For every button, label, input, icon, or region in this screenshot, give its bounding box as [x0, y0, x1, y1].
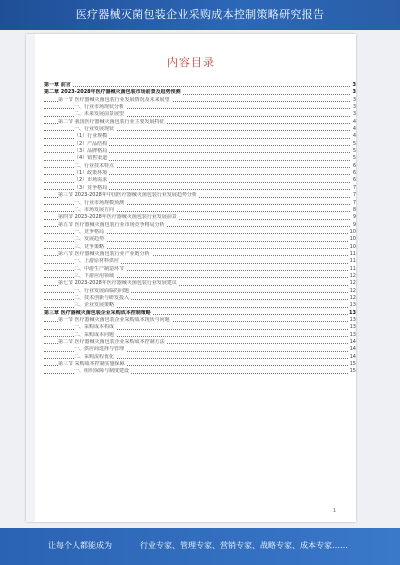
toc-entry-label: 二、采购流程优化 — [74, 353, 115, 360]
toc-entry-label: （1）行业规模 — [74, 133, 108, 140]
toc-entry-label: 一、供应商选择与管理 — [74, 346, 125, 353]
toc-entry-label: 二、发展趋势 — [74, 236, 105, 243]
toc-entry-page: 5 — [352, 140, 356, 147]
toc-entry[interactable] — [44, 346, 356, 353]
toc-entry-page: 3 — [352, 96, 356, 103]
toc-entry[interactable] — [44, 126, 356, 133]
footer-slogan: 让每个人都能成为 — [48, 541, 112, 550]
toc-entry[interactable] — [44, 111, 356, 118]
toc-entry-label: 一、上游原材料供应 — [74, 258, 120, 265]
toc-entry-page: 4 — [352, 133, 356, 140]
toc-entry[interactable] — [44, 361, 356, 368]
toc-entry-page: 3 — [352, 111, 356, 118]
toc-entry-label: 第三节 2023-2028年中国医疗器械灭菌包装行业发展趋势分析 — [58, 192, 197, 199]
toc-entry[interactable] — [44, 229, 356, 236]
toc-entry-page: 13 — [349, 302, 356, 309]
toc-entry-label: 二、行业技术特点 — [74, 162, 115, 169]
toc-entry[interactable] — [44, 214, 356, 221]
toc-entry[interactable] — [44, 244, 356, 251]
toc-entry-page: 7 — [352, 192, 356, 199]
toc-entry[interactable] — [44, 280, 356, 287]
toc-entry[interactable] — [44, 207, 356, 214]
toc-entry-page: 5 — [352, 148, 356, 155]
toc-entry-page: 14 — [349, 339, 356, 346]
toc-entry-label: 一、竞争格局 — [74, 228, 105, 235]
toc-entry-label: 三、竞争策略 — [74, 243, 105, 250]
toc-leader-dots — [44, 86, 350, 87]
toc-entry-page: 10 — [349, 236, 356, 243]
toc-entry[interactable] — [44, 236, 356, 243]
toc-entry[interactable] — [44, 288, 356, 295]
toc-title: 内容目录 — [167, 56, 215, 69]
toc-entry[interactable] — [44, 251, 356, 258]
toc-entry[interactable] — [44, 185, 356, 192]
toc-entry-label: 第五节 医疗器械灭菌包装行业市场竞争格局分析 — [58, 221, 165, 228]
toc-entry[interactable] — [44, 324, 356, 331]
toc-entry-page: 15 — [349, 368, 356, 375]
toc-entry[interactable] — [44, 89, 356, 96]
toc-entry[interactable] — [44, 200, 356, 207]
page-number: 1 — [332, 508, 336, 514]
toc-entry-label: 第二节 我国医疗器械灭菌包装行业主要发展特征 — [58, 118, 165, 125]
toc-entry[interactable] — [44, 295, 356, 302]
toc-entry[interactable] — [44, 82, 356, 89]
toc-entry-label: 第一节 医疗器械灭菌包装企业采购成本现状与问题 — [58, 317, 170, 323]
toc-entry-page: 14 — [349, 353, 356, 360]
page-margin-stripe — [26, 34, 35, 522]
toc-entry[interactable] — [44, 258, 356, 265]
toc-entry-page: 4 — [352, 126, 356, 133]
report-header — [0, 0, 400, 30]
toc-entry[interactable] — [44, 273, 356, 280]
toc-entry-page: 6 — [352, 177, 356, 184]
toc-entry-label: 一、组织保障与制度建设 — [74, 368, 130, 375]
toc-entry-label: 一、行业发展面临的问题 — [74, 287, 130, 294]
toc-entry-page: 11 — [349, 250, 356, 257]
toc-entry[interactable] — [44, 302, 356, 309]
toc-entry-page: 3 — [352, 104, 356, 111]
toc-entry-page: 13 — [349, 317, 356, 323]
toc-entry-label: 二、未来发展前景展望 — [74, 111, 125, 118]
toc-entry-page: 12 — [349, 287, 356, 294]
toc-entry-label: 一、行业发展现状 — [74, 126, 115, 133]
toc-entry[interactable] — [44, 163, 356, 170]
toc-entry-page: 13 — [349, 331, 356, 338]
toc-entry[interactable] — [44, 104, 356, 111]
toc-entry-label: 二、采购成本问题 — [74, 331, 115, 338]
footer-roles: 行业专家、管理专家、营销专家、战略专家、成本专家…… — [140, 541, 348, 550]
toc-entry-page: 13 — [349, 309, 356, 316]
document-page — [26, 34, 356, 522]
toc-entry-label: （3）竞争格局 — [74, 184, 108, 191]
toc-entry[interactable] — [44, 97, 356, 104]
toc-entry-label: 一、行业市场现状分析 — [74, 104, 125, 111]
toc-entry[interactable] — [44, 170, 356, 177]
toc-entry-page: 11 — [349, 265, 356, 272]
toc-entry-page: 15 — [349, 361, 356, 368]
toc-entry-label: （4）销售渠道 — [74, 155, 108, 162]
table-of-contents — [44, 82, 356, 376]
toc-entry-page: 9 — [352, 221, 356, 228]
toc-entry[interactable] — [44, 266, 356, 273]
toc-entry-label: （2）市场需求 — [74, 177, 108, 184]
toc-entry-label: 第七节 2023-2028年医疗器械灭菌包装行业发展建议 — [58, 280, 177, 287]
toc-entry-page: 9 — [352, 214, 356, 221]
toc-entry-label: 一、行业市场规模预测 — [74, 199, 125, 206]
toc-entry-label: 第三节 采购成本控制实施保障 — [58, 361, 125, 368]
toc-entry-label: 一、采购成本构成 — [74, 324, 115, 331]
toc-entry-label: 第二节 医疗器械灭菌包装企业采购成本控制方法 — [58, 339, 165, 346]
toc-entry-label: 第四节 2023-2028年医疗器械灭菌包装行业发展前景 — [58, 214, 177, 221]
toc-entry-page: 14 — [349, 346, 356, 353]
toc-entry[interactable] — [44, 332, 356, 339]
toc-entry-label: （2）产品结构 — [74, 140, 108, 147]
toc-entry-label: 二、中游生产制造环节 — [74, 265, 125, 272]
toc-entry-page: 3 — [352, 89, 356, 96]
toc-entry[interactable] — [44, 310, 356, 317]
toc-entry-label: （1）政策环境 — [74, 170, 108, 177]
toc-entry-page: 7 — [352, 184, 356, 191]
toc-entry-page: 12 — [349, 294, 356, 301]
toc-entry[interactable] — [44, 339, 356, 346]
toc-entry[interactable] — [44, 155, 356, 162]
toc-entry[interactable] — [44, 148, 356, 155]
toc-entry[interactable] — [44, 192, 356, 199]
toc-entry-label: 第一章 前言 — [44, 82, 71, 88]
toc-entry-label: 二、技术创新与研发投入 — [74, 294, 130, 301]
toc-entry-page: 13 — [349, 324, 356, 331]
toc-entry-label: （3）品牌格局 — [74, 148, 108, 155]
toc-entry-label: 三、下游应用领域 — [74, 272, 115, 279]
toc-entry-label: 二、市场发展方向 — [74, 206, 115, 213]
toc-entry-page: 8 — [352, 206, 356, 213]
toc-entry-page: 6 — [352, 162, 356, 169]
toc-entry-page: 11 — [349, 258, 356, 265]
toc-entry-page: 10 — [349, 228, 356, 235]
toc-entry-page: 12 — [349, 272, 356, 279]
toc-entry-page: 5 — [352, 155, 356, 162]
toc-entry[interactable] — [44, 119, 356, 126]
footer-banner — [0, 528, 400, 565]
report-title: 医疗器械灭菌包装企业采购成本控制策略研究报告 — [75, 8, 325, 21]
toc-entry-page: 7 — [352, 199, 356, 206]
toc-entry[interactable] — [44, 177, 356, 184]
toc-entry[interactable] — [44, 141, 356, 148]
toc-entry-label: 第六节 医疗器械灭菌包装行业产业链分析 — [58, 250, 150, 257]
toc-entry[interactable] — [44, 354, 356, 361]
toc-entry-label: 第三章 医疗器械灭菌包装企业采购成本控制策略 — [44, 309, 151, 316]
toc-entry-page: 6 — [352, 170, 356, 177]
toc-entry[interactable] — [44, 133, 356, 140]
toc-entry[interactable] — [44, 222, 356, 229]
toc-entry-page: 3 — [352, 82, 356, 88]
toc-entry-label: 第二章 2023-2028年医疗器械灭菌包装市场前景及趋势预测 — [44, 89, 181, 96]
toc-entry[interactable] — [44, 368, 356, 375]
toc-entry-page: 4 — [352, 118, 356, 125]
toc-entry-page: 10 — [349, 243, 356, 250]
toc-entry-label: 三、企业发展策略 — [74, 302, 115, 309]
toc-entry-label: 第一节 医疗器械灭菌包装行业发展情况及未来展望 — [58, 96, 170, 103]
toc-entry[interactable] — [44, 317, 356, 324]
toc-entry-page: 12 — [349, 280, 356, 287]
